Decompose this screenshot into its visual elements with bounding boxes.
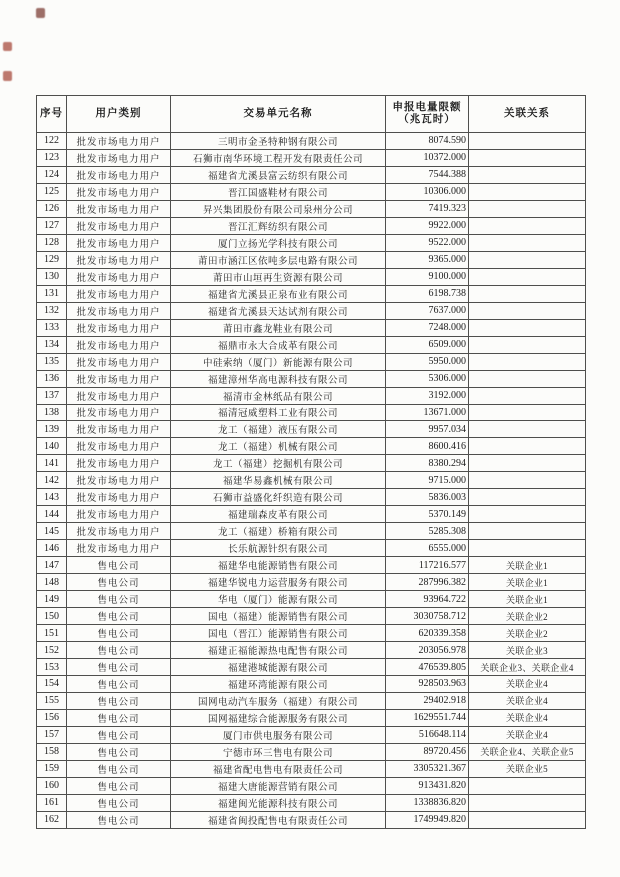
row-unit-name: 福建省尤溪县天达试剂有限公司 — [171, 302, 386, 319]
row-unit-name: 龙工（福建）挖掘机有限公司 — [171, 455, 386, 472]
col-header-unit-name: 交易单元名称 — [171, 96, 386, 133]
row-limit: 9365.000 — [386, 251, 469, 268]
row-limit: 10372.000 — [386, 149, 469, 166]
row-category: 批发市场电力用户 — [67, 438, 171, 455]
row-relation: 关联企业1 — [469, 557, 586, 574]
table-row — [37, 234, 586, 251]
table-row — [37, 557, 586, 574]
row-limit: 3305321.367 — [386, 760, 469, 777]
row-no: 151 — [37, 625, 67, 642]
row-limit: 620339.358 — [386, 625, 469, 642]
row-relation: 关联企业3、关联企业4 — [469, 659, 586, 676]
table-row — [37, 438, 586, 455]
table-row — [37, 472, 586, 489]
row-relation: 关联企业4、关联企业5 — [469, 743, 586, 760]
row-category: 批发市场电力用户 — [67, 217, 171, 234]
row-relation: 关联企业1 — [469, 574, 586, 591]
row-limit: 287996.382 — [386, 574, 469, 591]
row-limit: 476539.805 — [386, 659, 469, 676]
row-relation: 关联企业4 — [469, 726, 586, 743]
row-unit-name: 福清市金林纸品有限公司 — [171, 387, 386, 404]
row-no: 155 — [37, 692, 67, 709]
row-unit-name: 三明市金圣特种钢有限公司 — [171, 133, 386, 150]
table-row — [37, 370, 586, 387]
row-category: 售电公司 — [67, 692, 171, 709]
table-row — [37, 251, 586, 268]
row-limit: 7419.323 — [386, 200, 469, 217]
row-category: 批发市场电力用户 — [67, 285, 171, 302]
row-category: 批发市场电力用户 — [67, 319, 171, 336]
row-category: 批发市场电力用户 — [67, 540, 171, 557]
row-category: 售电公司 — [67, 676, 171, 693]
row-relation — [469, 353, 586, 370]
scan-artifact-top — [36, 8, 45, 18]
row-relation — [469, 200, 586, 217]
row-no: 145 — [37, 523, 67, 540]
row-no: 146 — [37, 540, 67, 557]
row-unit-name: 福建瑞森皮革有限公司 — [171, 506, 386, 523]
row-limit: 8380.294 — [386, 455, 469, 472]
row-limit: 5950.000 — [386, 353, 469, 370]
row-unit-name: 福建漳州华高电源科技有限公司 — [171, 370, 386, 387]
row-relation — [469, 251, 586, 268]
row-no: 128 — [37, 234, 67, 251]
row-limit: 5306.000 — [386, 370, 469, 387]
row-unit-name: 福建华易鑫机械有限公司 — [171, 472, 386, 489]
row-category: 批发市场电力用户 — [67, 234, 171, 251]
row-no: 152 — [37, 642, 67, 659]
quota-table — [36, 95, 586, 829]
table-row — [37, 574, 586, 591]
row-relation — [469, 794, 586, 811]
table-row — [37, 133, 586, 150]
row-unit-name: 华电（厦门）能源有限公司 — [171, 591, 386, 608]
row-no: 159 — [37, 760, 67, 777]
row-limit: 928503.963 — [386, 676, 469, 693]
row-no: 140 — [37, 438, 67, 455]
table-row — [37, 760, 586, 777]
row-unit-name: 福建环湾能源有限公司 — [171, 676, 386, 693]
row-limit: 9922.000 — [386, 217, 469, 234]
row-category: 售电公司 — [67, 811, 171, 828]
table-row — [37, 777, 586, 794]
row-relation — [469, 319, 586, 336]
row-no: 141 — [37, 455, 67, 472]
row-limit: 3030758.712 — [386, 608, 469, 625]
row-relation — [469, 438, 586, 455]
row-category: 批发市场电力用户 — [67, 251, 171, 268]
row-relation — [469, 472, 586, 489]
row-limit: 7637.000 — [386, 302, 469, 319]
row-relation — [469, 387, 586, 404]
row-no: 153 — [37, 659, 67, 676]
row-no: 139 — [37, 421, 67, 438]
row-no: 161 — [37, 794, 67, 811]
scan-artifact-left-1 — [3, 42, 12, 51]
row-no: 130 — [37, 268, 67, 285]
row-unit-name: 长乐航源针织有限公司 — [171, 540, 386, 557]
col-header-limit-line2: （兆瓦时） — [398, 114, 456, 125]
table-row — [37, 200, 586, 217]
table-row — [37, 811, 586, 828]
row-relation — [469, 811, 586, 828]
row-unit-name: 晋江国盛鞋材有限公司 — [171, 183, 386, 200]
row-relation — [469, 234, 586, 251]
row-unit-name: 宁德市环三售电有限公司 — [171, 743, 386, 760]
row-category: 售电公司 — [67, 726, 171, 743]
row-unit-name: 福建华电能源销售有限公司 — [171, 557, 386, 574]
row-relation: 关联企业2 — [469, 625, 586, 642]
row-limit: 913431.820 — [386, 777, 469, 794]
row-relation — [469, 268, 586, 285]
table-row — [37, 523, 586, 540]
row-limit: 6198.738 — [386, 285, 469, 302]
row-limit: 1749949.820 — [386, 811, 469, 828]
row-unit-name: 福建省闽投配售电有限责任公司 — [171, 811, 386, 828]
row-unit-name: 国电（晋江）能源销售有限公司 — [171, 625, 386, 642]
row-category: 售电公司 — [67, 794, 171, 811]
row-limit: 1338836.820 — [386, 794, 469, 811]
row-category: 售电公司 — [67, 642, 171, 659]
row-no: 136 — [37, 370, 67, 387]
row-category: 批发市场电力用户 — [67, 523, 171, 540]
row-relation — [469, 149, 586, 166]
table-row — [37, 421, 586, 438]
scan-artifact-left-2 — [3, 71, 12, 81]
row-relation: 关联企业2 — [469, 608, 586, 625]
row-no: 134 — [37, 336, 67, 353]
col-header-no: 序号 — [37, 96, 67, 133]
table-row — [37, 166, 586, 183]
row-limit: 9100.000 — [386, 268, 469, 285]
row-limit: 7544.388 — [386, 166, 469, 183]
row-relation: 关联企业1 — [469, 591, 586, 608]
row-limit: 516648.114 — [386, 726, 469, 743]
row-limit: 5836.003 — [386, 489, 469, 506]
row-unit-name: 龙工（福建）桥箱有限公司 — [171, 523, 386, 540]
row-category: 批发市场电力用户 — [67, 472, 171, 489]
table-row — [37, 268, 586, 285]
row-relation: 关联企业4 — [469, 709, 586, 726]
table-row — [37, 794, 586, 811]
row-no: 123 — [37, 149, 67, 166]
row-category: 售电公司 — [67, 777, 171, 794]
row-no: 129 — [37, 251, 67, 268]
table-row — [37, 743, 586, 760]
row-no: 126 — [37, 200, 67, 217]
row-category: 批发市场电力用户 — [67, 183, 171, 200]
row-relation — [469, 777, 586, 794]
table-row — [37, 608, 586, 625]
row-unit-name: 厦门市供电服务有限公司 — [171, 726, 386, 743]
table-row — [37, 709, 586, 726]
table-row — [37, 540, 586, 557]
row-category: 售电公司 — [67, 760, 171, 777]
row-category: 批发市场电力用户 — [67, 302, 171, 319]
row-limit: 93964.722 — [386, 591, 469, 608]
row-no: 135 — [37, 353, 67, 370]
row-unit-name: 石狮市南华环境工程开发有限责任公司 — [171, 149, 386, 166]
row-relation — [469, 455, 586, 472]
row-limit: 9522.000 — [386, 234, 469, 251]
row-category: 批发市场电力用户 — [67, 506, 171, 523]
row-unit-name: 国电（福建）能源销售有限公司 — [171, 608, 386, 625]
col-header-relation: 关联关系 — [469, 96, 586, 133]
row-no: 138 — [37, 404, 67, 421]
table-row — [37, 302, 586, 319]
row-unit-name: 石狮市益盛化纤织造有限公司 — [171, 489, 386, 506]
row-limit: 89720.456 — [386, 743, 469, 760]
table-row — [37, 659, 586, 676]
row-limit: 8600.416 — [386, 438, 469, 455]
row-relation — [469, 285, 586, 302]
row-category: 批发市场电力用户 — [67, 336, 171, 353]
row-no: 157 — [37, 726, 67, 743]
row-no: 154 — [37, 676, 67, 693]
row-unit-name: 国网福建综合能源服务有限公司 — [171, 709, 386, 726]
row-relation — [469, 166, 586, 183]
row-relation — [469, 370, 586, 387]
row-no: 144 — [37, 506, 67, 523]
table-row — [37, 387, 586, 404]
row-no: 142 — [37, 472, 67, 489]
table-row — [37, 625, 586, 642]
row-no: 156 — [37, 709, 67, 726]
row-relation — [469, 133, 586, 150]
row-unit-name: 福清冠威塑料工业有限公司 — [171, 404, 386, 421]
row-category: 批发市场电力用户 — [67, 166, 171, 183]
row-no: 147 — [37, 557, 67, 574]
table-row — [37, 149, 586, 166]
row-unit-name: 莆田市涵江区依吨多层电路有限公司 — [171, 251, 386, 268]
col-header-limit-line1: 申报电量限额 — [392, 102, 462, 113]
row-relation — [469, 404, 586, 421]
row-category: 批发市场电力用户 — [67, 455, 171, 472]
table-row — [37, 217, 586, 234]
row-unit-name: 龙工（福建）机械有限公司 — [171, 438, 386, 455]
row-unit-name: 福建省尤溪县富云纺织有限公司 — [171, 166, 386, 183]
table-row — [37, 489, 586, 506]
row-unit-name: 莆田市鑫龙鞋业有限公司 — [171, 319, 386, 336]
row-unit-name: 福建正福能源热电配售有限公司 — [171, 642, 386, 659]
table-row — [37, 455, 586, 472]
table-row — [37, 642, 586, 659]
row-unit-name: 福建省配电售电有限责任公司 — [171, 760, 386, 777]
row-category: 批发市场电力用户 — [67, 133, 171, 150]
row-no: 137 — [37, 387, 67, 404]
row-category: 售电公司 — [67, 743, 171, 760]
row-no: 160 — [37, 777, 67, 794]
table-row — [37, 183, 586, 200]
row-no: 131 — [37, 285, 67, 302]
row-no: 124 — [37, 166, 67, 183]
row-unit-name: 厦门立扬光学科技有限公司 — [171, 234, 386, 251]
row-relation — [469, 489, 586, 506]
row-relation: 关联企业3 — [469, 642, 586, 659]
row-no: 150 — [37, 608, 67, 625]
row-unit-name: 福建大唐能源营销有限公司 — [171, 777, 386, 794]
row-unit-name: 晋江汇辉纺织有限公司 — [171, 217, 386, 234]
row-category: 售电公司 — [67, 591, 171, 608]
row-limit: 10306.000 — [386, 183, 469, 200]
row-relation — [469, 336, 586, 353]
row-no: 127 — [37, 217, 67, 234]
row-limit: 13671.000 — [386, 404, 469, 421]
row-limit: 203056.978 — [386, 642, 469, 659]
row-relation — [469, 506, 586, 523]
table-row — [37, 676, 586, 693]
row-relation: 关联企业4 — [469, 676, 586, 693]
row-unit-name: 福建省尤溪县正泉布业有限公司 — [171, 285, 386, 302]
row-limit: 1629551.744 — [386, 709, 469, 726]
row-category: 售电公司 — [67, 608, 171, 625]
table-row — [37, 726, 586, 743]
row-no: 122 — [37, 133, 67, 150]
row-unit-name: 昇兴集团股份有限公司泉州分公司 — [171, 200, 386, 217]
row-relation: 关联企业5 — [469, 760, 586, 777]
row-no: 133 — [37, 319, 67, 336]
row-unit-name: 莆田市山垣再生资源有限公司 — [171, 268, 386, 285]
row-category: 批发市场电力用户 — [67, 268, 171, 285]
row-unit-name: 中硅索纳（厦门）新能源有限公司 — [171, 353, 386, 370]
row-limit: 9957.034 — [386, 421, 469, 438]
row-limit: 8074.590 — [386, 133, 469, 150]
row-limit: 7248.000 — [386, 319, 469, 336]
table-row — [37, 692, 586, 709]
row-category: 售电公司 — [67, 574, 171, 591]
table-row — [37, 506, 586, 523]
row-limit: 3192.000 — [386, 387, 469, 404]
row-category: 批发市场电力用户 — [67, 353, 171, 370]
row-unit-name: 龙工（福建）液压有限公司 — [171, 421, 386, 438]
table-row — [37, 353, 586, 370]
row-no: 125 — [37, 183, 67, 200]
col-header-limit — [386, 96, 469, 133]
row-no: 162 — [37, 811, 67, 828]
row-unit-name: 福建闽光能源科技有限公司 — [171, 794, 386, 811]
col-header-category: 用户类别 — [67, 96, 171, 133]
row-limit: 6509.000 — [386, 336, 469, 353]
row-category: 批发市场电力用户 — [67, 404, 171, 421]
table-row — [37, 336, 586, 353]
table-header — [37, 96, 586, 133]
row-category: 售电公司 — [67, 659, 171, 676]
row-relation — [469, 302, 586, 319]
row-relation — [469, 540, 586, 557]
table-row — [37, 404, 586, 421]
row-relation — [469, 183, 586, 200]
row-limit: 5370.149 — [386, 506, 469, 523]
row-no: 149 — [37, 591, 67, 608]
table-row — [37, 591, 586, 608]
row-relation: 关联企业4 — [469, 692, 586, 709]
row-limit: 29402.918 — [386, 692, 469, 709]
row-relation — [469, 421, 586, 438]
row-unit-name: 福建华锐电力运营服务有限公司 — [171, 574, 386, 591]
row-category: 售电公司 — [67, 709, 171, 726]
row-limit: 9715.000 — [386, 472, 469, 489]
row-limit: 117216.577 — [386, 557, 469, 574]
row-category: 售电公司 — [67, 557, 171, 574]
table-body — [37, 133, 586, 829]
row-category: 批发市场电力用户 — [67, 387, 171, 404]
row-no: 148 — [37, 574, 67, 591]
row-unit-name: 国网电动汽车服务（福建）有限公司 — [171, 692, 386, 709]
row-relation — [469, 523, 586, 540]
row-category: 批发市场电力用户 — [67, 149, 171, 166]
row-relation — [469, 217, 586, 234]
row-limit: 6555.000 — [386, 540, 469, 557]
row-category: 批发市场电力用户 — [67, 421, 171, 438]
row-no: 143 — [37, 489, 67, 506]
row-unit-name: 福建港城能源有限公司 — [171, 659, 386, 676]
table-row — [37, 285, 586, 302]
row-limit: 5285.308 — [386, 523, 469, 540]
row-unit-name: 福鼎市永大合成革有限公司 — [171, 336, 386, 353]
row-category: 批发市场电力用户 — [67, 489, 171, 506]
row-no: 132 — [37, 302, 67, 319]
row-no: 158 — [37, 743, 67, 760]
table-row — [37, 319, 586, 336]
header-row — [37, 96, 586, 133]
row-category: 批发市场电力用户 — [67, 370, 171, 387]
row-category: 售电公司 — [67, 625, 171, 642]
row-category: 批发市场电力用户 — [67, 200, 171, 217]
